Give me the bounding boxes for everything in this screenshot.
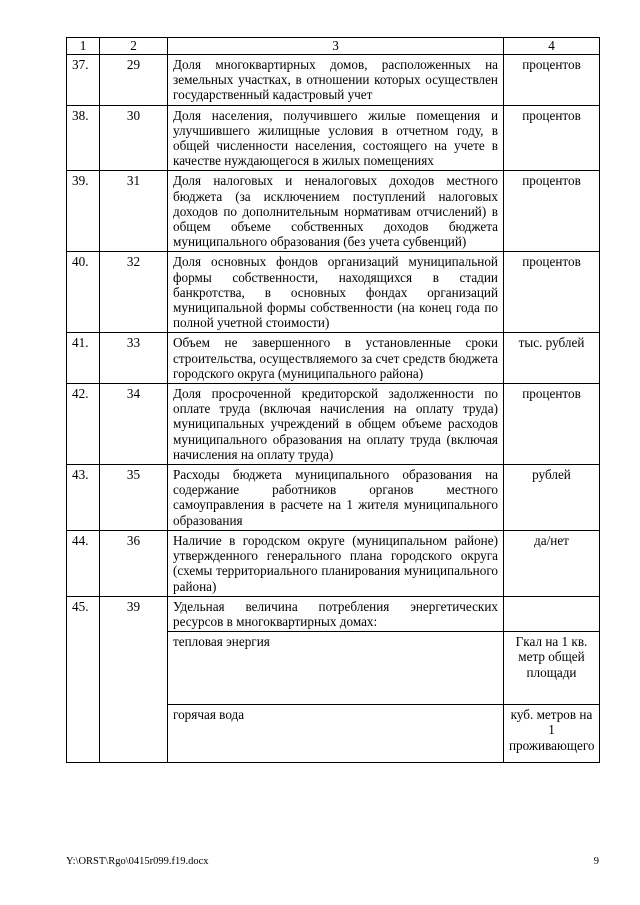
row-text: Объем не завершенного в установленные сроки строительства, осуществляемого за счет средств бюджета городского округа (муниципального района) xyxy=(168,333,504,384)
row-unit: рублей xyxy=(504,465,600,531)
row-unit: процентов xyxy=(504,252,600,333)
subrow-unit: куб. метров на 1 проживающего xyxy=(504,705,600,763)
table-header-row xyxy=(67,38,600,55)
table-row xyxy=(67,333,600,384)
row-text: Доля основных фондов организаций муниципальной формы собственности, находящихся в стадии банкротства, в основных фондах организаций муниципальной формы собственности (на конец года по полной учетной стоимости) xyxy=(168,252,504,333)
row-code: 39 xyxy=(100,596,168,762)
row-text: Доля просроченной кредиторской задолженности по оплате труда (включая начисления на оплату труда) муниципальных учреждений в общем объеме расходов муниципального образования на оплату труда (включая начисления на оплату труда) xyxy=(168,384,504,465)
row-unit: тыс. рублей xyxy=(504,333,600,384)
page-number: 9 xyxy=(593,856,599,867)
table-row xyxy=(67,384,600,465)
file-path: Y:\ORST\Rgo\0415r099.f19.docx xyxy=(66,856,209,867)
row-number: 44. xyxy=(67,530,100,596)
table-row xyxy=(67,252,600,333)
row-code: 32 xyxy=(100,252,168,333)
header-col-2: 2 xyxy=(100,38,168,55)
row-number: 37. xyxy=(67,55,100,106)
subrow-text: горячая вода xyxy=(168,705,504,763)
row-code: 33 xyxy=(100,333,168,384)
row-text: Доля населения, получившего жилые помещения и улучшившего жилищные условия в отчетном году, в общей численности населения, состоящего на учете в качестве нуждающегося в жилых помещениях xyxy=(168,105,504,171)
table-row-45 xyxy=(67,596,600,631)
row-code: 31 xyxy=(100,171,168,252)
row-number: 45. xyxy=(67,596,100,762)
row-unit: да/нет xyxy=(504,530,600,596)
row-code: 29 xyxy=(100,55,168,106)
row-text: Расходы бюджета муниципального образования на содержание работников органов местного самоуправления в расчете на 1 жителя муниципального образования xyxy=(168,465,504,531)
row-number: 41. xyxy=(67,333,100,384)
table-row xyxy=(67,171,600,252)
row-code: 30 xyxy=(100,105,168,171)
table-row xyxy=(67,105,600,171)
document-page xyxy=(66,37,599,763)
row-code: 34 xyxy=(100,384,168,465)
row-text: Доля многоквартирных домов, расположенных на земельных участках, в отношении которых осуществлен государственный кадастровый учет xyxy=(168,55,504,106)
row-code: 36 xyxy=(100,530,168,596)
row-code: 35 xyxy=(100,465,168,531)
row-unit: процентов xyxy=(504,55,600,106)
indicators-table xyxy=(66,37,600,763)
header-col-4: 4 xyxy=(504,38,600,55)
row-number: 42. xyxy=(67,384,100,465)
header-col-3: 3 xyxy=(168,38,504,55)
row-text: Доля налоговых и неналоговых доходов местного бюджета (за исключением поступлений налоговых доходов по дополнительным нормативам отчислений) в общем объеме собственных доходов бюджета муниципального образования (без учета субвенций) xyxy=(168,171,504,252)
row-text: Удельная величина потребления энергетических ресурсов в многоквартирных домах: xyxy=(168,596,504,631)
row-number: 43. xyxy=(67,465,100,531)
table-row xyxy=(67,55,600,106)
table-row xyxy=(67,465,600,531)
header-col-1: 1 xyxy=(67,38,100,55)
row-number: 40. xyxy=(67,252,100,333)
subrow-unit: Гкал на 1 кв. метр общей площади xyxy=(504,632,600,705)
row-unit: процентов xyxy=(504,105,600,171)
row-unit xyxy=(504,596,600,631)
subrow-text: тепловая энергия xyxy=(168,632,504,705)
row-unit: процентов xyxy=(504,171,600,252)
row-number: 39. xyxy=(67,171,100,252)
row-unit: процентов xyxy=(504,384,600,465)
row-text: Наличие в городском округе (муниципальном районе) утвержденного генерального плана городского округа (схемы территориального планирования муниципального района) xyxy=(168,530,504,596)
table-row xyxy=(67,530,600,596)
row-number: 38. xyxy=(67,105,100,171)
